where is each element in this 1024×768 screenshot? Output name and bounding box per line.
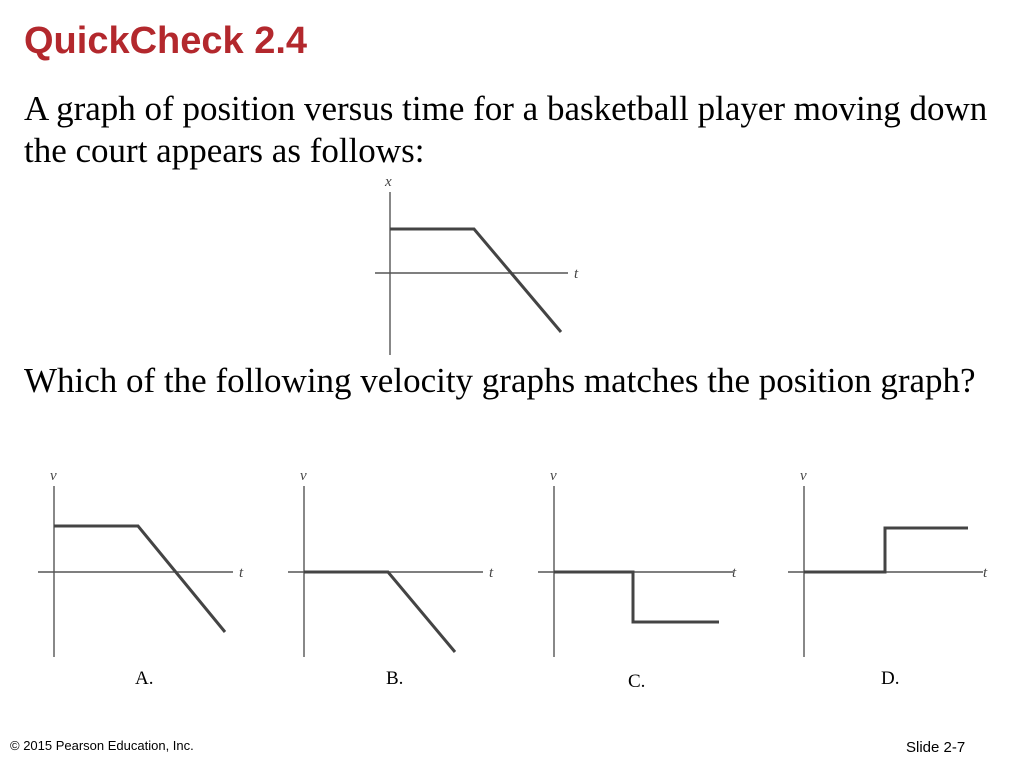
copyright-notice: © 2015 Pearson Education, Inc. <box>10 738 194 753</box>
velocity-graph-c <box>538 462 758 657</box>
option-c-label: C. <box>628 671 646 692</box>
option-b-label: B. <box>386 668 404 689</box>
position-graph <box>360 170 580 355</box>
velocity-curve-b <box>304 572 455 652</box>
v-axis-label: v <box>800 468 807 484</box>
velocity-curve-d <box>804 528 968 572</box>
t-axis-label: t <box>239 565 244 581</box>
slide-number: Slide 2-7 <box>906 739 966 756</box>
v-axis-label: v <box>550 468 557 484</box>
velocity-curve-c <box>554 572 719 622</box>
question-text: A graph of position versus time for a basketball player moving down the court appears as follows: <box>24 89 988 170</box>
velocity-graph-a <box>38 462 258 657</box>
option-d-label: D. <box>881 668 900 689</box>
x-axis-label: t <box>574 266 579 282</box>
slide-title: QuickCheck 2.4 <box>24 20 308 62</box>
t-axis-label: t <box>983 565 988 581</box>
y-axis-label: x <box>385 174 392 190</box>
velocity-graph-b <box>288 462 508 657</box>
t-axis-label: t <box>732 565 737 581</box>
option-a-label: A. <box>135 668 154 689</box>
velocity-curve-a <box>54 526 225 632</box>
t-axis-label: t <box>489 565 494 581</box>
velocity-graph-d <box>788 462 1008 657</box>
question-prompt: Which of the following velocity graphs matches the position graph? <box>24 361 976 400</box>
v-axis-label: v <box>300 468 307 484</box>
v-axis-label: v <box>50 468 57 484</box>
position-curve <box>390 229 561 332</box>
